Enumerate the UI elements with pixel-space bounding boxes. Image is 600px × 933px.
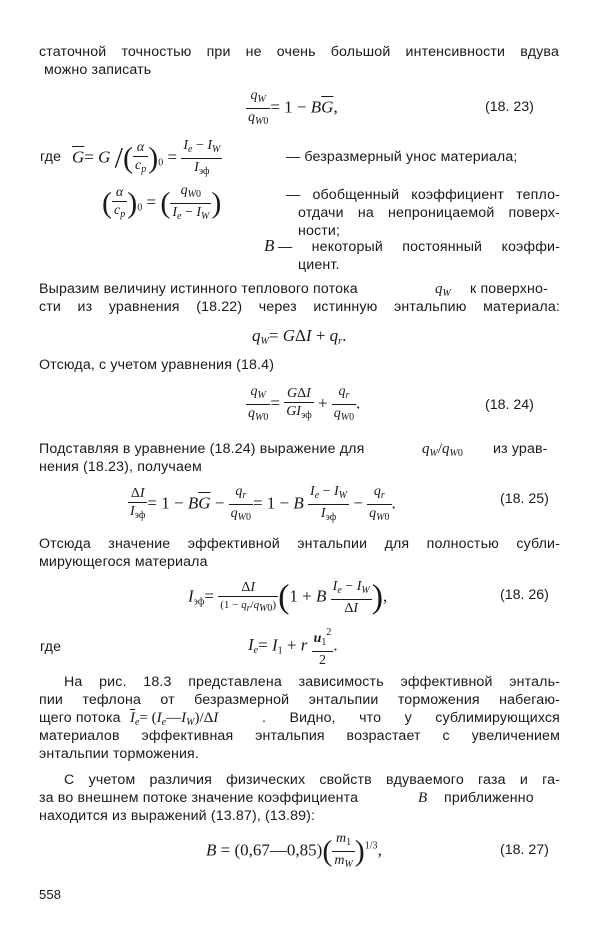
- equation-stagnation-enthalpy: $I_e= I_1 + r$ $\frac{u_1^2}{2}$ .: [248, 624, 338, 669]
- page-number: 558: [39, 887, 62, 902]
- paragraph-line: пии тефлона от безразмерной энтальпии торможения набегаю-: [39, 692, 560, 708]
- paragraph-line: Отсюда, с учетом уравнения (18.4): [39, 357, 275, 373]
- inline-math: B: [418, 790, 428, 806]
- equation-number: (18. 24): [485, 397, 534, 413]
- definition-text: — некоторый постоянный коэффи-: [278, 239, 560, 255]
- definition-g-bar: $\overline{G}= G$ /( $\frac{\alpha}{c_p}$ )$_0$ = $I_e - I_W$ $I_{эф}$: [72, 138, 221, 177]
- equation-18-23: $\frac{q_W}{q_{W0}}$ = $1 - B\overline{G}$,: [248, 88, 338, 127]
- paragraph-line: можно записать: [44, 62, 152, 78]
- equation-18-26: $I_{эф}=$ ΔI (1 − qr/qW0) (1 + B $\frac{I_e - I_W}{\Delta I}$ ),: [188, 578, 388, 616]
- equation-heat-flux: $q_W= G\Delta I + q_r$.: [252, 326, 347, 347]
- paragraph-line: С учетом различия физических свойств вдуваемого газа и га-: [64, 772, 560, 788]
- definition-text: ности;: [298, 223, 341, 239]
- equation-18-24: $\frac{q_W}{q_{W0}}$ = GΔI $GI_{эф}$ + $\frac{q_r}{q_{W0}}$ .: [248, 384, 361, 423]
- label-where: где: [40, 639, 62, 655]
- paragraph-line: материалов эффективная энтальпия возрастает с увеличением: [39, 728, 560, 744]
- definition-alpha-cp: ( $\frac{\alpha}{c_p}$ )$_0$ = ( $\frac{q_{W0}}{I_e - I_W}$ ): [102, 183, 222, 222]
- definition-text: отдачи на непроницаемой поверх-: [298, 205, 560, 221]
- definition-text: — безразмерный унос материала;: [286, 149, 518, 165]
- definition-text: циент.: [298, 257, 340, 273]
- paragraph-line: . Видно, что у сублимирующихся: [262, 710, 560, 726]
- inline-math: $q_W/q_{W0}$: [422, 441, 463, 459]
- paragraph-line: к поверхно-: [470, 281, 548, 297]
- paragraph-line: Отсюда значение эффективной энтальпии для полностью субли-: [39, 536, 560, 552]
- paragraph-line: статочной точностью при не очень большой интенсивности вдува: [39, 44, 559, 60]
- paragraph-line: нения (18.23), получаем: [39, 459, 202, 475]
- paragraph-line: щего потока: [39, 710, 121, 726]
- paragraph-line: сти из уравнения (18.22) через истинную энтальпию материала:: [39, 299, 560, 315]
- label-where: где: [40, 149, 62, 165]
- paragraph-line: из урав-: [493, 441, 548, 457]
- inline-math: $\overline{I}_e=$ $(I_e—I_W)/\Delta I$: [130, 710, 219, 728]
- paragraph-line: Подставляя в уравнение (18.24) выражение для: [39, 441, 365, 457]
- definition-text: — обобщенный коэффициент тепло-: [286, 187, 560, 203]
- equation-18-27: B = (0,67—0,85)( $\frac{m_1}{m_W}$ )$^{1/3}$,: [206, 831, 382, 870]
- paragraph-line: мирующегося материала: [39, 554, 208, 570]
- paragraph-line: Выразим величину истинного теплового потока: [39, 281, 358, 297]
- inline-math: $q_W$: [435, 281, 451, 299]
- equation-18-25: ΔI $I_{эф}$ = $1 - B\overline{G}$ − $\frac{q_r}{q_{W0}}$ = 1 − B $I_e - I_W$ $I_{эф}$ − $\frac{q_r}{q_{W0}}$ .: [130, 484, 396, 523]
- symbol-b: B: [264, 236, 275, 255]
- paragraph-line: приближенно: [444, 790, 534, 806]
- equation-number: (18. 25): [500, 491, 549, 507]
- paragraph-line: за во внешнем потоке значение коэффициента: [39, 790, 359, 806]
- paragraph-line: энтальпии торможения.: [39, 746, 199, 762]
- paragraph-line: находится из выражений (13.87), (13.89):: [39, 808, 316, 824]
- equation-number: (18. 26): [500, 587, 549, 603]
- paragraph-line: На рис. 18.3 представлена зависимость эффективной энталь-: [64, 674, 560, 690]
- equation-number: (18. 27): [500, 842, 549, 858]
- equation-number: (18. 23): [485, 99, 534, 115]
